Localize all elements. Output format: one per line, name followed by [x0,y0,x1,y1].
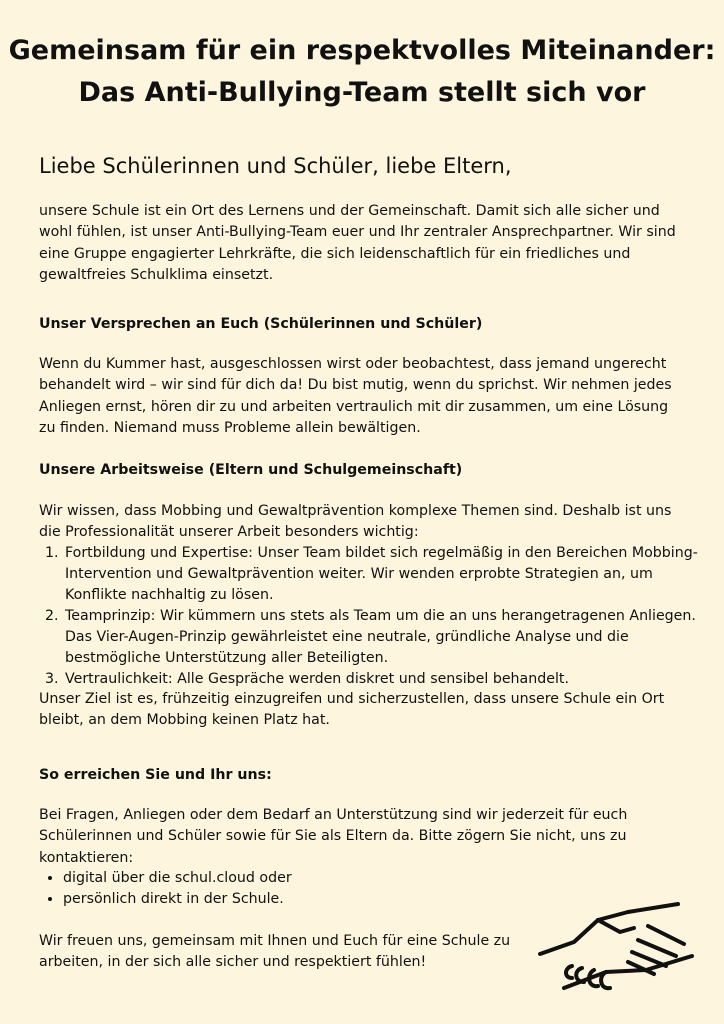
work-principles-list [39,543,713,690]
intro-paragraph: unsere Schule ist ein Ort des Lernens und der Gemeinschaft. Damit sich alle sicher und wohl fühlen, ist unser Anti-Bullying-Team euer und Ihr zentraler Ansprechpartner. Wir sind eine Gruppe engagierter Lehrkräfte, die sich leidenschaftlich für ein friedliches und gewaltfreies Schulklima einsetzt. [39,203,676,283]
title-line-1: Gemeinsam für ein respektvolles Miteinander: [8,35,716,66]
students-heading: Unser Versprechen an Euch (Schülerinnen und Schüler) [39,316,483,332]
list-item: 1. Fortbildung und Expertise: Unser Team bildet sich regelmäßig in den Bereichen Mobbing-Intervention und Gewaltprävention weiter. Wir wenden erprobte Strategien an, um Konflikte nachhaltig zu lösen. [63,543,713,606]
list-item: • digital über die schul.cloud oder [63,868,663,889]
list-item: 2. Teamprinzip: Wir kümmern uns stets als Team um die an uns herangetragenen Anliegen. Das Vier-Augen-Prinzip gewährleistet eine neutrale, gründliche Analyse und die bestmögliche Unterstützung aller Beteiligten. [63,606,713,669]
goal-paragraph: Unser Ziel ist es, frühzeitig einzugreifen und sicherzustellen, dass unsere Schule ein Ort bleibt, an dem Mobbing keinen Platz hat. [39,691,665,729]
page-title [0,30,724,114]
handshake-icon [536,898,696,1002]
list-item: • persönlich direkt in der Schule. [63,889,663,910]
title-line-2: Das Anti-Bullying-Team stellt sich vor [78,77,646,108]
outro-paragraph: Wir freuen uns, gemeinsam mit Ihnen und Euch für eine Schule zu arbeiten, in der sich alle sicher und respektiert fühlen! [39,933,511,971]
list-item: 3. Vertraulichkeit: Alle Gespräche werden diskret und sensibel behandelt. [63,669,713,690]
parents-paragraph: Wir wissen, dass Mobbing und Gewaltprävention komplexe Themen sind. Deshalb ist uns die Professionalität unserer Arbeit besonders wichtig: [39,503,672,541]
students-paragraph: Wenn du Kummer hast, ausgeschlossen wirst oder beobachtest, dass jemand ungerecht behandelt wird – wir sind für dich da! Du bist mutig, wenn du sprichst. Wir nehmen jedes Anliegen ernst, hören dir zu und arbeiten vertraulich mit dir zusammen, um eine Lösung zu finden. Niemand muss Probleme allein bewältigen. [39,356,672,436]
greeting: Liebe Schülerinnen und Schüler, liebe Eltern, [39,154,512,178]
contact-paragraph: Bei Fragen, Anliegen oder dem Bedarf an Unterstützung sind wir jederzeit für euch Schülerinnen und Schüler sowie für Sie als Eltern da. Bitte zögern Sie nicht, uns zu kontaktieren: [39,807,628,866]
parents-heading: Unsere Arbeitsweise (Eltern und Schulgemeinschaft) [39,462,463,478]
contact-heading: So erreichen Sie und Ihr uns: [39,767,272,783]
